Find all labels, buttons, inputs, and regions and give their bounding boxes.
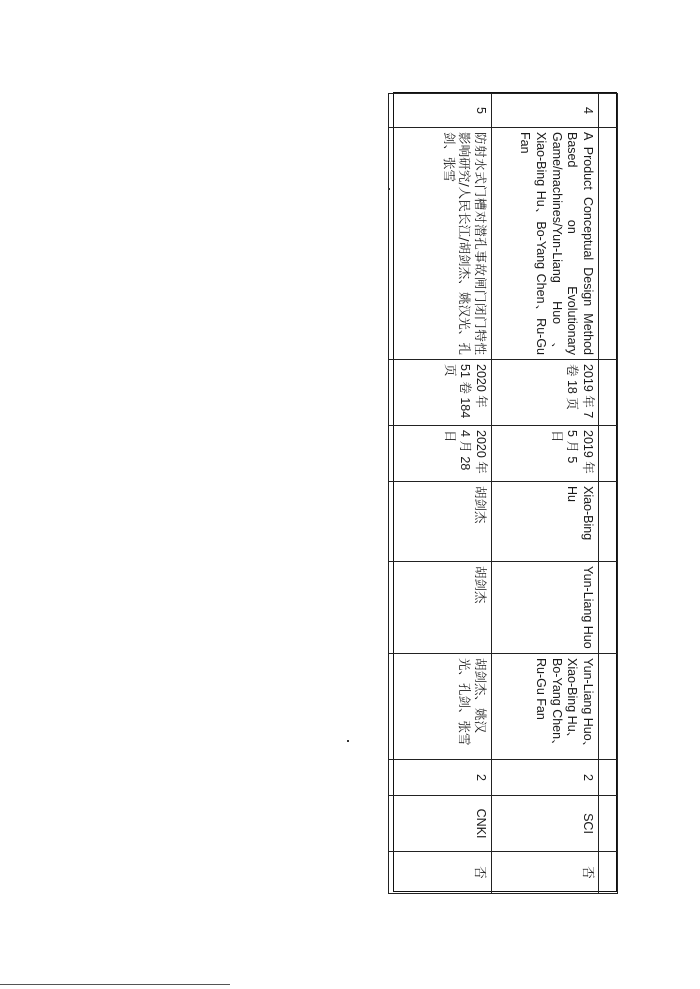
row-number: 4 bbox=[492, 94, 599, 128]
table-row bbox=[389, 94, 492, 894]
table-top-row bbox=[599, 94, 618, 894]
author-count-cell: 2 bbox=[492, 760, 599, 796]
scan-edge-line bbox=[0, 984, 230, 985]
volume-cell: 2019 年 7 卷 18 页 bbox=[492, 360, 599, 426]
flag-cell: 否 bbox=[389, 852, 492, 894]
authors-cell: 胡剑杰、姚汉光、孔剑、张雪 bbox=[389, 654, 492, 760]
index-cell: CNKI bbox=[389, 796, 492, 852]
table-row bbox=[492, 94, 599, 894]
flag-cell: 否 bbox=[492, 852, 599, 894]
date-cell: 2019 年 5 月 5 日 bbox=[492, 426, 599, 482]
corresponding-author-cell: 胡剑杰 bbox=[389, 482, 492, 562]
paper-title-cell: A Product Conceptual Design Method Based on Evolutionary Game/machines/Yun-Liang Huo 、 Xiao-Bing Hu、Bo-Yang Chen、Ru-Gu Fan bbox=[492, 128, 599, 360]
row-number: 5 bbox=[389, 94, 492, 128]
rotated-table-content bbox=[394, 93, 618, 893]
volume-cell: 2020 年 51 卷 184 页 bbox=[389, 360, 492, 426]
scan-speck bbox=[347, 740, 349, 742]
scanned-table-frame bbox=[393, 92, 617, 892]
publication-table bbox=[388, 93, 618, 894]
corresponding-author-cell: Xiao-Bing Hu bbox=[492, 482, 599, 562]
scan-speck bbox=[388, 188, 390, 190]
paper-title-cell: 防射水式门槽对潜孔事故闸门闭门特性影响研究/人民长江/胡剑杰、姚汉光、孔剑、张雪 bbox=[389, 128, 492, 360]
authors-cell: Yun-Liang Huo、Xiao-Bing Hu、Bo-Yang Chen、Ru-Gu Fan bbox=[492, 654, 599, 760]
index-cell: SCI bbox=[492, 796, 599, 852]
first-author-cell: 胡剑杰 bbox=[389, 562, 492, 654]
author-count-cell: 2 bbox=[389, 760, 492, 796]
first-author-cell: Yun-Liang Huo bbox=[492, 562, 599, 654]
date-cell: 2020 年 4 月 28 日 bbox=[389, 426, 492, 482]
